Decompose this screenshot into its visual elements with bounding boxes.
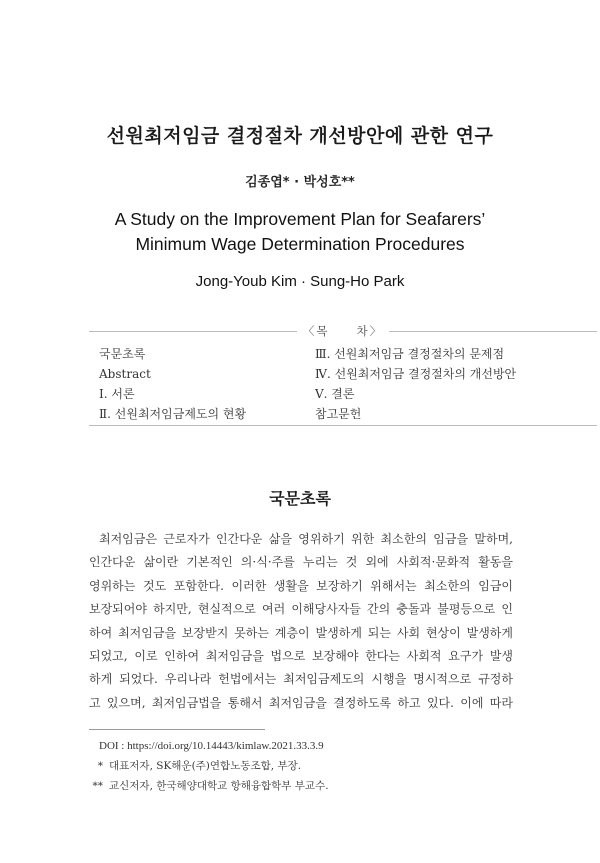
abstract-line: 보장되어야 하지만, 현실적으로 여러 이해당사자들 간의 충돌과 불평등으로 인 [89,602,513,617]
toc-item: Ⅳ. 선원최저임금 결정절차의 개선방안 [315,367,517,381]
abstract-heading: 국문초록 [269,489,331,508]
toc-column-left [99,344,246,424]
english-title-line: A Study on the Improvement Plan for Seafarers’ [114,209,486,229]
english-title [0,207,600,257]
abstract-line: 하게 되었다. 우리나라 헌법에서는 최저임금제도의 시행을 명시적으로 규정하 [89,672,513,687]
toc-item: Ⅲ. 선원최저임금 결정절차의 문제점 [315,347,505,361]
abstract-line: 최저임금은 근로자가 인간다운 삶을 영위하기 위한 최소한의 임금을 말하며, [99,532,513,546]
table-of-contents [89,324,597,426]
abstract-body [89,528,513,715]
footnote-mark: ** [92,780,103,792]
abstract-line: 하여 최저임금을 보장받지 못하는 계층이 발생하게 되는 사회 현상이 발생하게 [89,625,513,640]
abstract-line: 인간다운 삶이란 기본적인 의·식·주를 누리는 것 외에 사회적·문화적 활동을 [89,555,513,570]
doi-footnote: DOI : https://doi.org/10.14443/kimlaw.2021.33.3.9 [99,740,324,752]
footnote-text: 교신저자, 한국해양대학교 항해융합학부 부교수. [109,780,329,792]
footnote [89,756,329,776]
korean-title: 선원최저임금 결정절차 개선방안에 관한 연구 [106,125,494,147]
toc-item: Ⅴ. 결론 [315,387,355,401]
footnote-mark: * [97,760,103,772]
toc-item: Ⅱ. 선원최저임금제도의 현황 [99,407,247,421]
footnote [89,776,329,796]
footnote-text: 대표저자, SK해운(주)연합노동조합, 부장. [109,760,302,772]
english-title-line: Minimum Wage Determination Procedures [135,234,465,254]
toc-item: Abstract [99,367,151,381]
english-authors: Jong-Youb Kim · Sung-Ho Park [195,273,405,290]
abstract-line: 고 있으며, 최저임금법을 통해서 최저임금을 결정하도록 하고 있다. 이에 따라 [89,695,513,710]
korean-authors: 김종엽* · 박성호** [245,175,355,190]
toc-item: 국문초록 [99,347,146,361]
abstract-line: 영위하는 것도 포함한다. 이러한 생활을 보장하기 위해서는 최소한의 임금이 [89,578,513,593]
toc-heading-label: 〈목 차〉 [297,324,389,338]
toc-column-right [315,344,516,424]
abstract-line: 되었고, 이로 인하여 최저임금을 법으로 보장해야 한다는 사회적 요구가 발생 [89,649,513,664]
toc-item: Ⅰ. 서론 [99,387,135,401]
toc-item: 참고문헌 [315,407,362,421]
footnote-divider [89,729,265,730]
toc-heading [89,323,597,339]
footnotes [89,736,329,796]
